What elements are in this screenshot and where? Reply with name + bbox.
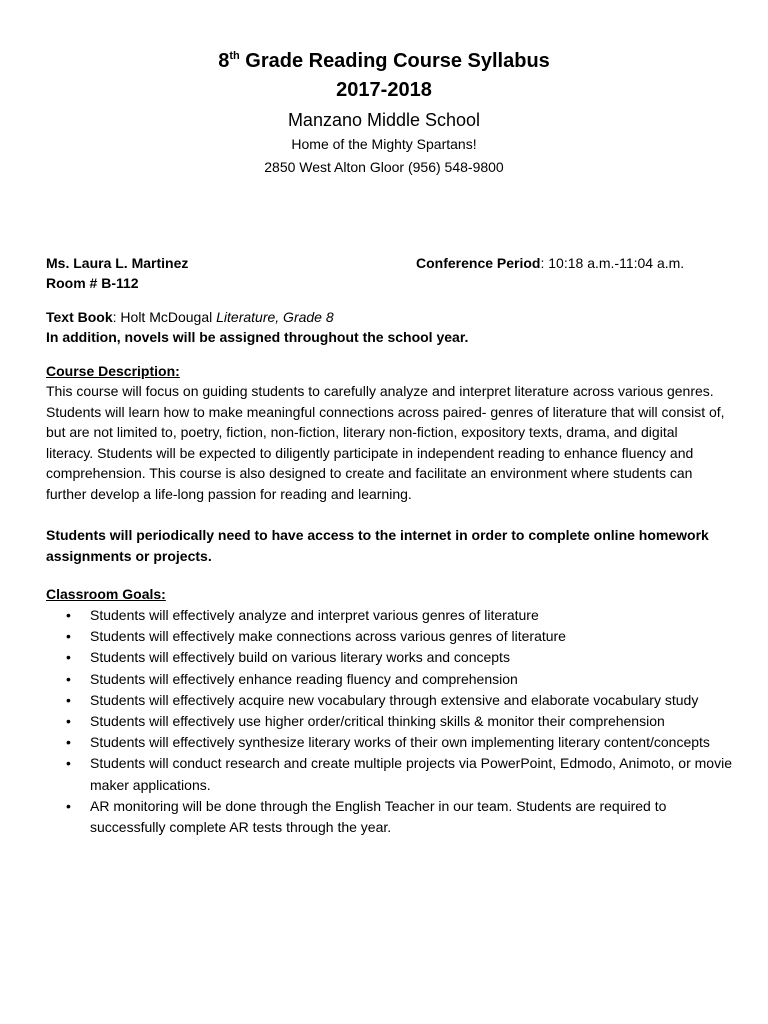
conference-period [416,253,684,273]
school-year: 2017-2018 [336,79,432,101]
goal-text: Students will effectively enhance reading fluency and comprehension [90,670,518,687]
teacher-name: Ms. Laura L. Martinez [46,255,189,271]
goal-text: Students will effectively make connections across various genres of literature [90,628,566,645]
school-motto: Home of the Mighty Spartans! [291,136,477,152]
room-number: Room # B-112 [46,275,139,291]
goal-text: Students will effectively synthesize literary works of their own implementing literary content/concepts [90,734,710,751]
goal-text: AR monitoring will be done through the English Teacher in our team. Students are required to successfully complete AR tests through the year. [90,797,667,836]
bullet-icon: • [66,607,71,623]
bullet-icon: • [66,755,71,772]
goal-item [46,796,736,838]
textbook-publisher: : Holt McDougal [112,309,217,325]
textbook-line [46,307,334,327]
bullet-icon: • [66,628,71,645]
bullet-icon: • [66,797,71,814]
goal-text: Students will effectively acquire new vocabulary through extensive and elaborate vocabulary study [90,691,699,708]
classroom-goals-heading: Classroom Goals: [46,586,166,602]
goal-text: Students will conduct research and create multiple projects via PowerPoint, Edmodo, Animoto, or movie maker applications. [90,755,732,793]
goal-text: Students will effectively build on various literary works and concepts [90,649,510,666]
school-name: Manzano Middle School [287,110,481,130]
conference-period-label: Conference Period [416,255,541,271]
novels-note: In addition, novels will be assigned throughout the school year. [46,329,469,345]
course-description-heading: Course Description: [46,363,180,379]
bullet-icon: • [66,691,71,708]
title-ordinal-suffix: th [229,50,240,62]
bullet-icon: • [66,734,71,751]
goal-item [46,711,736,732]
conference-period-value: : 10:18 a.m.-11:04 a.m. [540,255,685,271]
school-address: 2850 West Alton Gloor (956) 548-9800 [264,159,504,175]
goal-item [46,669,736,690]
goal-text: Students will effectively analyze and interpret various genres of literature [90,607,539,623]
goal-item [46,753,736,795]
goal-item [46,732,736,753]
goal-text: Students will effectively use higher order/critical thinking skills & monitor their comprehension [90,713,665,730]
goal-item [46,647,736,668]
goal-item [46,605,736,626]
bullet-icon: • [66,713,71,730]
syllabus-title [0,47,768,75]
textbook-label: Text Book [46,309,113,325]
classroom-goals-list [46,605,736,838]
internet-access-note: Students will periodically need to have access to the internet in order to complete online homework assignments or projects. [46,527,709,564]
bullet-icon: • [66,670,71,687]
title-grade-number: 8 [218,50,230,72]
goal-item [46,626,736,647]
title-text: Grade Reading Course Syllabus [239,50,550,72]
course-description-text: This course will focus on guiding students to carefully analyze and interpret literature across various genres. Students will learn how to make meaningful connections across paired- genres of literature that will consist of, but are not limited to, poetry, fiction, non-fiction, literary non-fiction, expository texts, drama, and digital literacy. Students will be expected to diligently participate in independent reading to enhance fluency and comprehension. This course is also designed to create and facilitate an environment where students can further develop a life-long passion for reading and learning. [46,383,725,502]
bullet-icon: • [66,649,71,666]
goal-item [46,690,736,711]
textbook-title: Literature, Grade 8 [216,309,334,325]
